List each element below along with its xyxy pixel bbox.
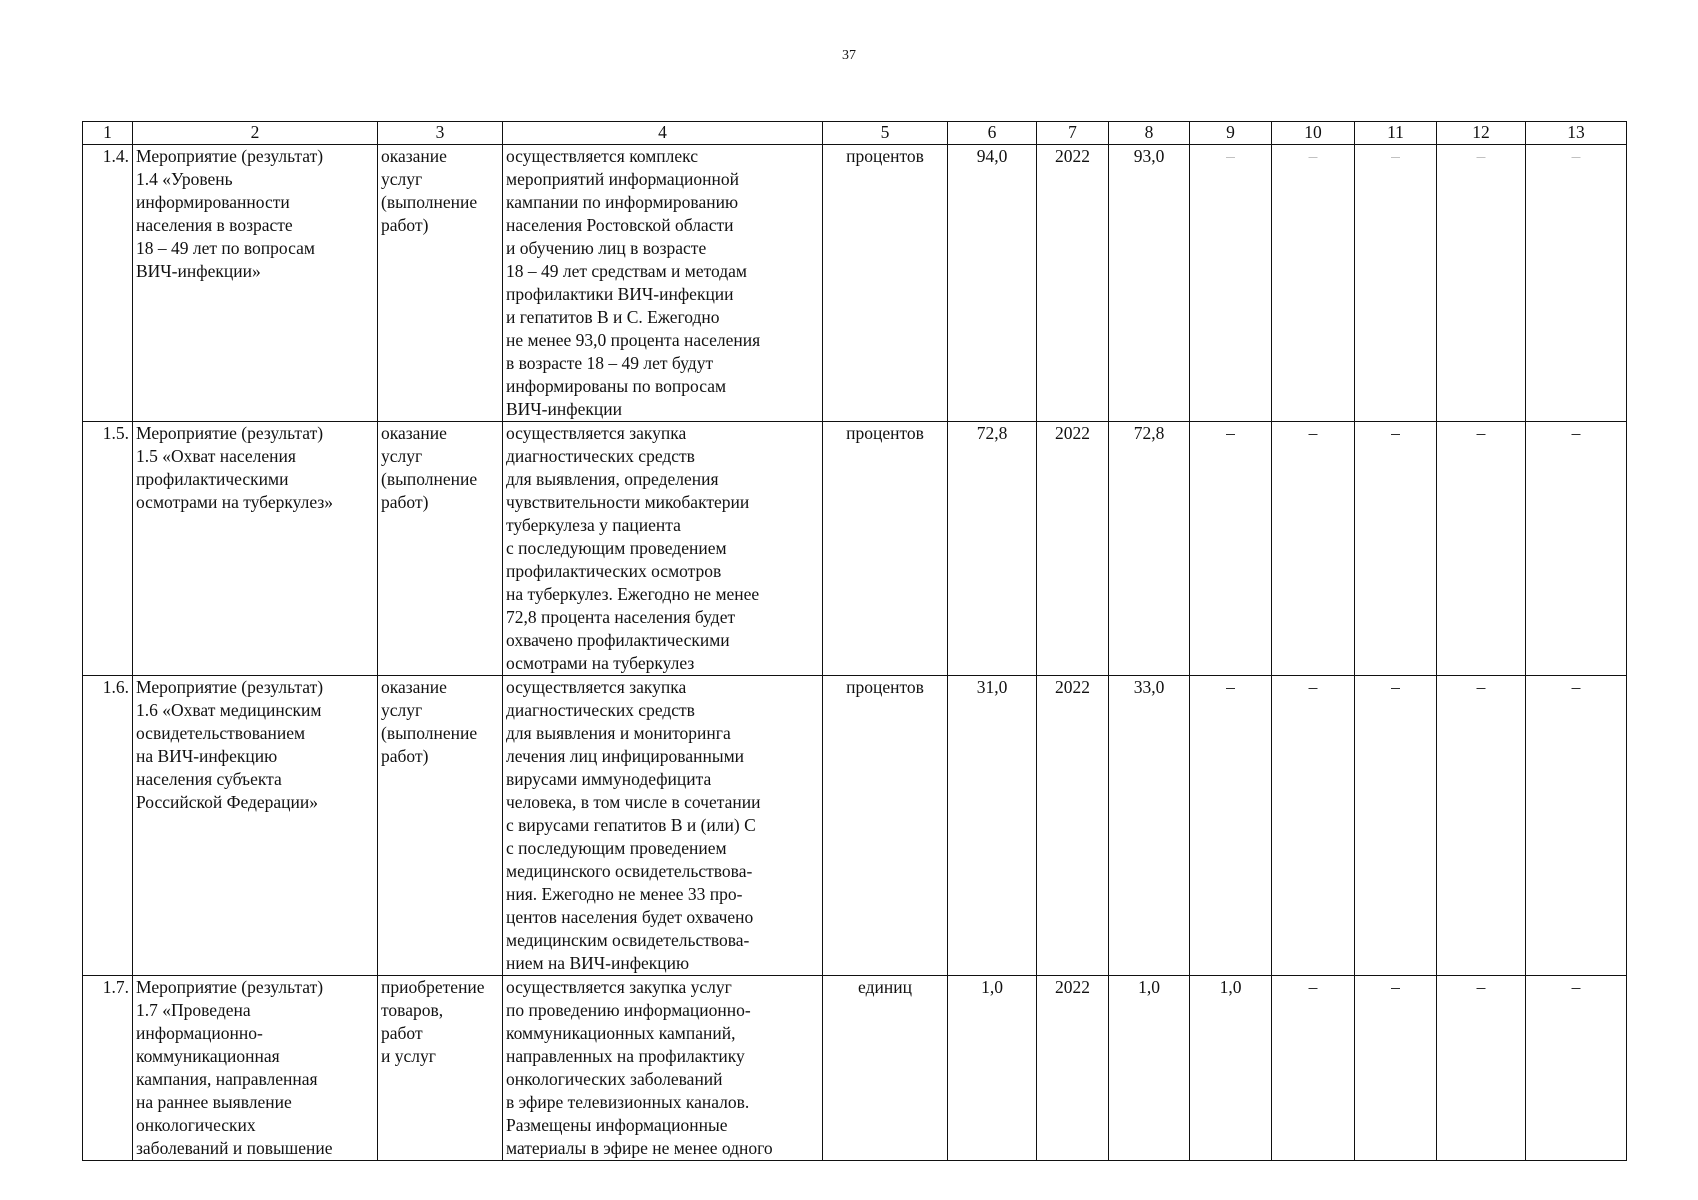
value-cell: –	[1437, 676, 1526, 976]
value-cell: –	[1190, 676, 1272, 976]
column-header: 1	[83, 122, 133, 145]
row-number: 1.4.	[83, 145, 133, 422]
value-cell: –	[1526, 145, 1627, 422]
value-cell: –	[1526, 676, 1627, 976]
value-cell: –	[1526, 976, 1627, 1161]
value-cell: –	[1355, 676, 1437, 976]
column-header: 6	[948, 122, 1037, 145]
event-description: осуществляется закупка диагностических средств для выявления, определения чувствительности микобактерии туберкулеза у пациента с последующим проведением профилактических осмотров на туберкулез. Ежегодно не менее 72,8 процента населения будет охвачено профилактическими осмотрами на туберкулез	[503, 422, 823, 676]
column-header: 8	[1109, 122, 1190, 145]
value-cell: –	[1190, 422, 1272, 676]
unit-cell: процентов	[823, 422, 948, 676]
event-description: осуществляется закупка диагностических средств для выявления и мониторинга лечения лиц инфицированными вирусами иммунодефицита человека, в том числе в сочетании с вирусами гепатитов B и (или) C с последующим проведением медицинского освидетельствова- ния. Ежегодно не менее 33 про- центов населения будет охвачено медицинским освидетельствова- нием на ВИЧ-инфекцию	[503, 676, 823, 976]
event-name: Мероприятие (результат) 1.6 «Охват медицинским освидетельствованием на ВИЧ-инфекцию населения субъекта Российской Федерации»	[133, 676, 378, 976]
value-cell: 33,0	[1109, 676, 1190, 976]
row-number: 1.5.	[83, 422, 133, 676]
column-header: 10	[1272, 122, 1355, 145]
value-cell: –	[1437, 145, 1526, 422]
table-row	[83, 422, 1627, 676]
event-type: приобретение товаров, работ и услуг	[378, 976, 503, 1161]
value-cell: –	[1355, 422, 1437, 676]
column-header: 4	[503, 122, 823, 145]
header-row	[83, 122, 1627, 145]
table-row	[83, 676, 1627, 976]
column-header: 12	[1437, 122, 1526, 145]
value-cell: 72,8	[1109, 422, 1190, 676]
column-header: 13	[1526, 122, 1627, 145]
value-cell: 93,0	[1109, 145, 1190, 422]
event-type: оказание услуг (выполнение работ)	[378, 422, 503, 676]
value-cell: 31,0	[948, 676, 1037, 976]
event-name: Мероприятие (результат) 1.7 «Проведена информационно- коммуникационная кампания, направленная на раннее выявление онкологических заболеваний и повышение	[133, 976, 378, 1161]
unit-cell: процентов	[823, 676, 948, 976]
value-cell: –	[1272, 422, 1355, 676]
value-cell: –	[1437, 422, 1526, 676]
table-row	[83, 976, 1627, 1161]
value-cell: –	[1190, 145, 1272, 422]
column-header: 3	[378, 122, 503, 145]
value-cell: 94,0	[948, 145, 1037, 422]
event-type: оказание услуг (выполнение работ)	[378, 676, 503, 976]
unit-cell: единиц	[823, 976, 948, 1161]
unit-cell: процентов	[823, 145, 948, 422]
year-cell: 2022	[1037, 676, 1109, 976]
value-cell: 1,0	[948, 976, 1037, 1161]
event-name: Мероприятие (результат) 1.5 «Охват населения профилактическими осмотрами на туберкулез»	[133, 422, 378, 676]
value-cell: –	[1355, 976, 1437, 1161]
year-cell: 2022	[1037, 976, 1109, 1161]
column-header: 7	[1037, 122, 1109, 145]
column-header: 11	[1355, 122, 1437, 145]
row-number: 1.7.	[83, 976, 133, 1161]
column-header: 5	[823, 122, 948, 145]
year-cell: 2022	[1037, 422, 1109, 676]
event-name: Мероприятие (результат) 1.4 «Уровень информированности населения в возрасте 18 – 49 лет по вопросам ВИЧ-инфекции»	[133, 145, 378, 422]
value-cell: –	[1272, 976, 1355, 1161]
indicators-table	[82, 121, 1627, 1161]
value-cell: –	[1272, 676, 1355, 976]
row-number: 1.6.	[83, 676, 133, 976]
value-cell: 1,0	[1109, 976, 1190, 1161]
value-cell: 72,8	[948, 422, 1037, 676]
value-cell: –	[1355, 145, 1437, 422]
column-header: 9	[1190, 122, 1272, 145]
page-number: 37	[842, 48, 856, 63]
event-description: осуществляется комплекс мероприятий информационной кампании по информированию населения Ростовской области и обучению лиц в возрасте 18 – 49 лет средствам и методам профилактики ВИЧ-инфекции и гепатитов B и C. Ежегодно не менее 93,0 процента населения в возрасте 18 – 49 лет будут информированы по вопросам ВИЧ-инфекции	[503, 145, 823, 422]
table-row	[83, 145, 1627, 422]
year-cell: 2022	[1037, 145, 1109, 422]
value-cell: –	[1526, 422, 1627, 676]
event-type: оказание услуг (выполнение работ)	[378, 145, 503, 422]
value-cell: 1,0	[1190, 976, 1272, 1161]
value-cell: –	[1272, 145, 1355, 422]
value-cell: –	[1437, 976, 1526, 1161]
event-description: осуществляется закупка услуг по проведению информационно- коммуникационных кампаний, направленных на профилактику онкологических заболеваний в эфире телевизионных каналов. Размещены информационные материалы в эфире не менее одного	[503, 976, 823, 1161]
column-header: 2	[133, 122, 378, 145]
